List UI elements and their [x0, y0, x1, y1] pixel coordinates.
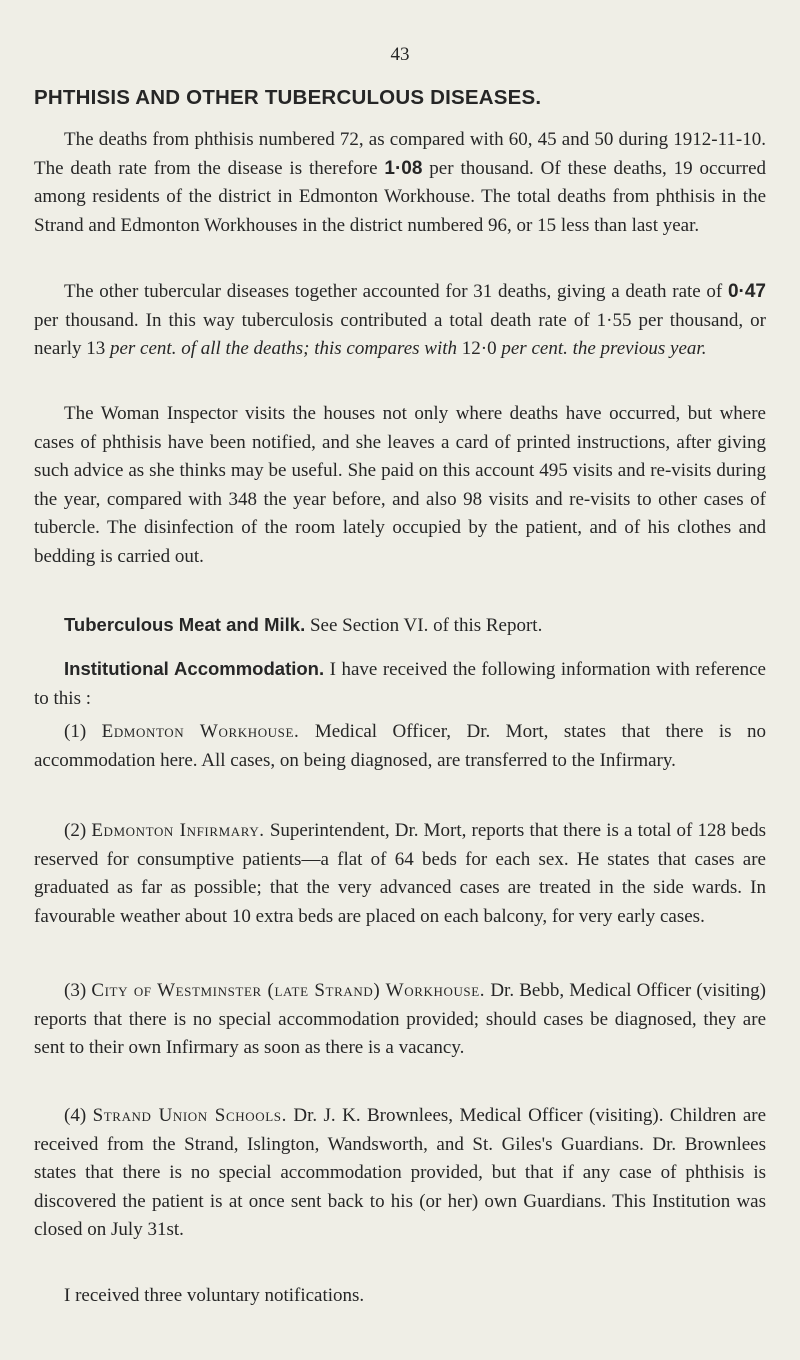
paragraph-closing: I received three voluntary notifications. — [64, 1285, 365, 1306]
item-name: Edmonton Workhouse. — [101, 721, 300, 742]
p2-death-rate: 0·47 — [727, 281, 766, 302]
item-name: City of Westminster (late Strand) Workhouse. — [91, 980, 486, 1001]
p2-text-c: 12·0 — [457, 338, 502, 359]
meat-milk-title: Tuberculous Meat and Milk. — [64, 614, 306, 635]
institutional-text: I have received the following information with reference to this : — [34, 659, 766, 709]
p1-text-b: per thousand. Of these deaths, 19 occurred among residents of the district in Edmonton Workhouse. The total deaths from phthisis in the Strand and Edmonton Workhouses in the district numbered 96, or 15 less than last year. — [34, 157, 767, 236]
item-edmonton-infirmary — [34, 817, 766, 931]
paragraph-tubercular-diseases — [34, 278, 766, 364]
paragraph-woman-inspector: The Woman Inspector visits the houses not only where deaths have occurred, but where cases of phthisis have been notified, and she leaves a card of printed instructions, after giving such advice as she thinks may be useful. She paid on this account 495 visits and re-visits during the year, compared with 348 the year before, and also 98 visits and re-visits to other cases of tubercle. The disinfection of the room lately occupied by the patient, and of his clothes and bedding is carried out. — [34, 403, 766, 567]
meat-milk-text: See Section VI. of this Report. — [305, 615, 543, 636]
item-name: Edmonton Infirmary. — [91, 820, 265, 841]
item-strand-union-schools — [34, 1102, 766, 1245]
p2-text-a: The other tubercular diseases together accounted for 31 deaths, giving a death rate of — [64, 281, 728, 302]
paragraph-institutional — [34, 655, 766, 713]
item-text: Dr. J. K. Brownlees, Medical Officer (visiting). Children are received from the Strand, Islington, Wandsworth, and St. Giles's Guardians. Dr. Brownlees states that there is no special accommodation provided, but that if any case of phthisis is discovered the patient is at once sent back to his (or her) own Guardians. This Institution was closed on July 31st. — [34, 1105, 767, 1240]
p2-text-b: per thousand. In this way tuberculosis contributed a total death rate of 1·55 per thousand, or nearly 13 — [34, 309, 766, 359]
section-heading: PHTHISIS AND OTHER TUBERCULOUS DISEASES. — [34, 86, 542, 109]
page-number: 43 — [390, 44, 410, 65]
p1-death-rate: 1·08 — [384, 157, 423, 179]
p2-italic-2: per cent. the previous year. — [501, 338, 707, 359]
item-edmonton-workhouse — [34, 718, 766, 775]
item-number: (2) — [64, 820, 92, 841]
item-number: (3) — [64, 980, 92, 1001]
item-name: Strand Union Schools. — [92, 1105, 287, 1126]
item-text: Dr. Bebb, Medical Officer (visiting) reports that there is no special accommodation provided; should cases be diagnosed, they are sent to their own Infirmary as soon as there is a vacancy. — [34, 980, 767, 1058]
item-text: Medical Officer, Dr. Mort, states that there is no accommodation here. All cases, on being diagnosed, are transferred to the Infirmary. — [34, 721, 766, 771]
item-number: (4) — [64, 1105, 93, 1126]
item-number: (1) — [64, 721, 102, 742]
item-westminster-workhouse — [34, 977, 766, 1063]
p1-text-a: The deaths from phthisis numbered 72, as compared with 60, 45 and 50 during 1912-11-10. The death rate from the disease is therefore — [34, 129, 766, 179]
paragraph-meat-milk — [34, 611, 766, 641]
institutional-title: Institutional Accommodation. — [64, 658, 325, 679]
item-text: Superintendent, Dr. Mort, reports that there is a total of 128 beds reserved for consumptive patients—a flat of 64 beds for each sex. He states that cases are graduated as far as possible; that the very advanced cases are treated in the side wards. In favourable weather about 10 extra beds are placed on each balcony, for very early cases. — [34, 820, 766, 927]
p2-italic-1: per cent. of all the deaths; this compares with — [109, 338, 458, 359]
paragraph-phthisis-deaths — [34, 126, 766, 240]
